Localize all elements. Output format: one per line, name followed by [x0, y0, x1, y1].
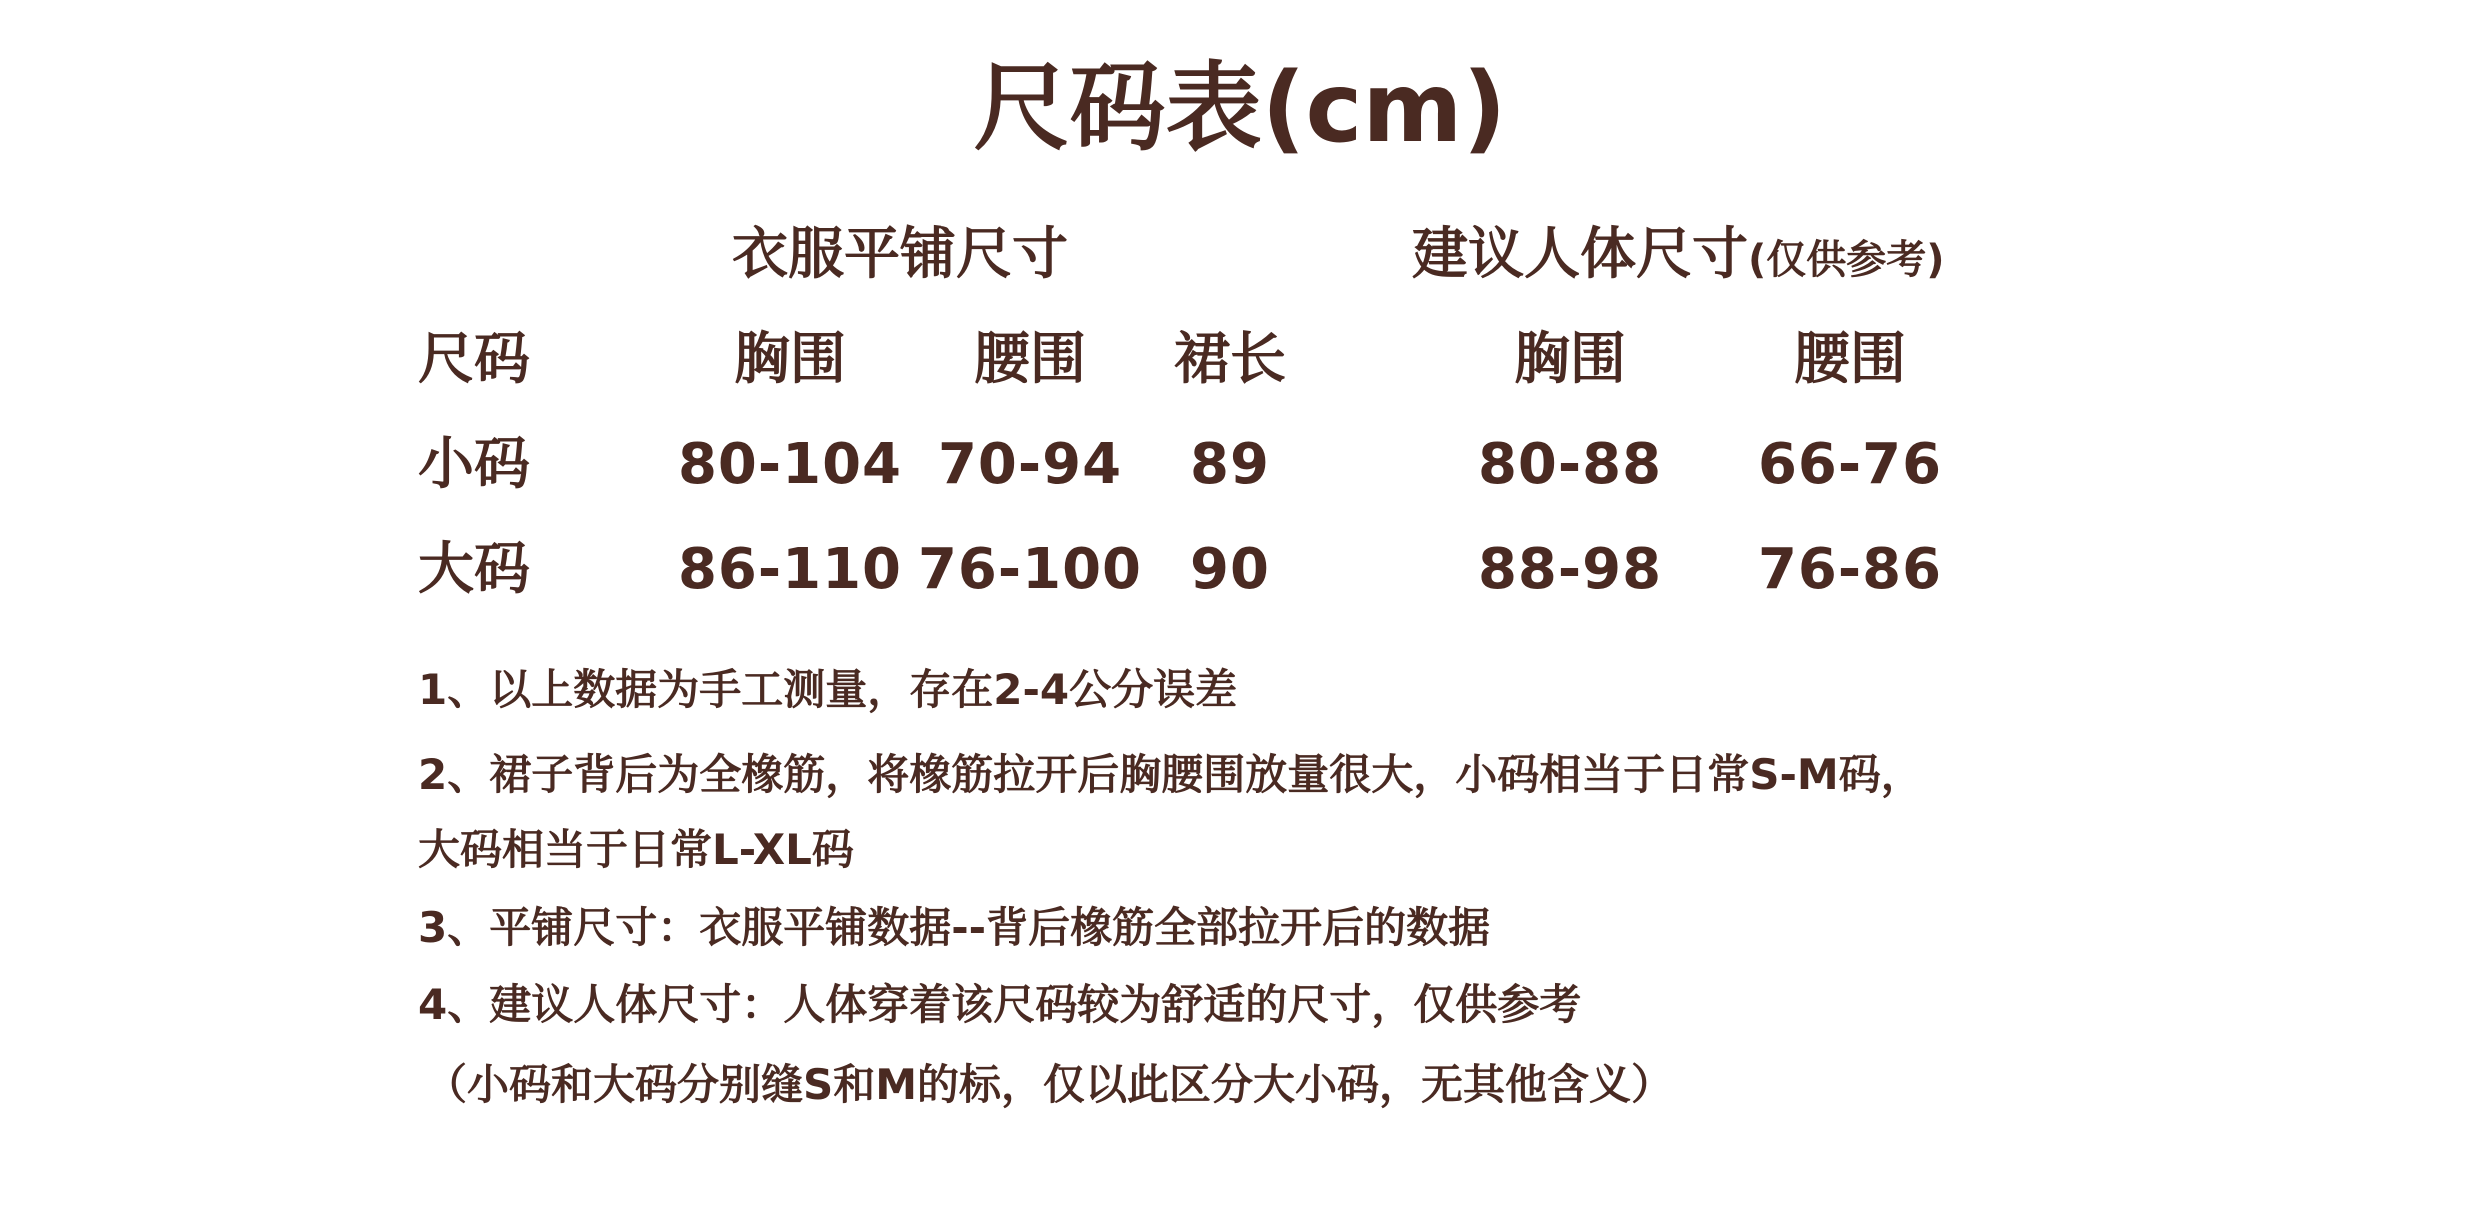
- note-line: 2、裙子背后为全橡筋，将橡筋拉开后胸腰围放量很大，小码相当于日常S-M码，: [418, 750, 1923, 799]
- note-line: 3、平铺尺寸：衣服平铺数据--背后橡筋全部拉开后的数据: [418, 903, 1491, 952]
- cell-waist: 70-94: [937, 432, 1123, 497]
- cell-body-chest: 80-88: [1477, 432, 1663, 497]
- cell-length: 89: [1190, 432, 1270, 497]
- page-title: 尺码表(cm): [973, 52, 1507, 164]
- column-header-waist: 腰围: [974, 327, 1086, 392]
- cell-waist: 76-100: [917, 537, 1143, 602]
- group-header-body: [1412, 220, 1945, 295]
- column-header-size: 尺码: [418, 327, 530, 392]
- cell-chest: 80-104: [677, 432, 903, 497]
- note-line: （小码和大码分别缝S和M的标，仅以此区分大小码，无其他含义）: [425, 1060, 1674, 1109]
- note-line: 1、以上数据为手工测量，存在2-4公分误差: [418, 665, 1238, 714]
- row-size-label: 小码: [418, 432, 530, 497]
- column-header-body-chest: 胸围: [1514, 327, 1626, 392]
- note-line: 4、建议人体尺寸：人体穿着该尺码较为舒适的尺寸，仅供参考: [418, 980, 1582, 1029]
- cell-chest: 86-110: [677, 537, 903, 602]
- cell-body-waist: 76-86: [1757, 537, 1943, 602]
- column-header-body-waist: 腰围: [1794, 327, 1906, 392]
- group-header-flat: 衣服平铺尺寸: [732, 222, 1068, 287]
- note-line: 大码相当于日常L-XL码: [418, 825, 854, 874]
- row-size-label: 大码: [418, 537, 530, 602]
- column-header-chest: 胸围: [734, 327, 846, 392]
- group-header-body-label: 建议人体尺寸: [1412, 222, 1748, 287]
- cell-body-chest: 88-98: [1477, 537, 1663, 602]
- cell-length: 90: [1190, 537, 1270, 602]
- column-header-length: 裙长: [1174, 327, 1286, 392]
- group-header-body-note: (仅供参考): [1748, 237, 1945, 283]
- cell-body-waist: 66-76: [1757, 432, 1943, 497]
